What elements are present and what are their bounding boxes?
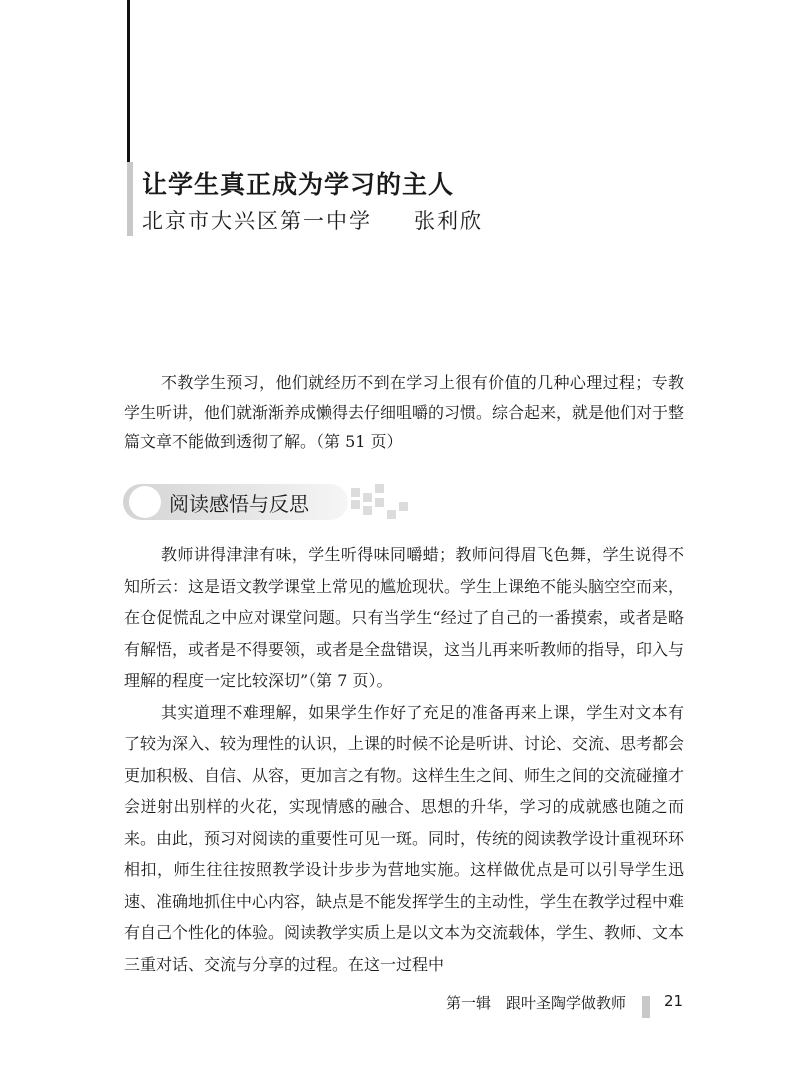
paragraph: 教师讲得津津有味，学生听得味同嚼蜡；教师问得眉飞色舞，学生说得不知所云：这是语文教学课堂上常见的尴尬现状。学生上课绝不能头脑空空而来，在仓促慌乱之中应对课堂问题。只有当学生“经过了自己的一番摸索，或者是略有解悟，或者是不得要领，或者是全盘错误，这当儿再来听教师的指导，印入与理解的程度一定比较深切”（第 7 页）。: [124, 545, 685, 690]
section-heading-circle-icon: [129, 486, 161, 518]
article-title: 让学生真正成为学习的主人: [142, 170, 455, 199]
paragraph: 其实道理不难理解，如果学生作好了充足的准备再来上课，学生对文本有了较为深入、较为理性的认识，上课的时候不论是听讲、讨论、交流、思考都会更加积极、自信、从容，更加言之有物。这样生生之间、师生之间的交流碰撞才会迸射出别样的火花，实现情感的融合、思想的升华，学习的成就感也随之而来。由此，预习对阅读的重要性可见一斑。同时，传统的阅读教学设计重视环环相扣，师生往往按照教学设计步步为营地实施。这样做优点是可以引导学生迅速、准确地抓住中心内容，缺点是不能发挥学生的主动性，学生在教学过程中难有自己个性化的体验。阅读教学实质上是以文本为交流载体，学生、教师、文本三重对话、交流与分享的过程。在这一过程中: [124, 702, 685, 974]
header-vertical-rule: [127, 0, 130, 162]
epigraph-quote: 不教学生预习，他们就经历不到在学习上很有价值的几种心理过程；专教学生听讲，他们就渐渐养成懒得去仔细咀嚼的习惯。综合起来，就是他们对于整篇文章不能做到透彻了解。（第 51 页）: [124, 373, 685, 451]
author-school: 北京市大兴区第一中学: [142, 209, 372, 233]
decor-square: [399, 502, 408, 511]
article-byline: [142, 205, 483, 235]
section-heading: 阅读感悟与反思: [169, 492, 309, 516]
section-heading-banner: [123, 484, 413, 520]
footer-chapter-title: 第一辑 跟叶圣陶学做教师: [446, 994, 627, 1012]
page-number: 21: [664, 992, 684, 1010]
title-accent-bar: [127, 162, 133, 236]
author-name: 张利欣: [414, 209, 483, 233]
decor-square: [375, 498, 384, 507]
decor-square: [351, 500, 360, 509]
body-text: [124, 539, 684, 980]
page-footer: [446, 992, 684, 1013]
decor-square: [363, 506, 372, 515]
decor-square: [375, 484, 384, 493]
decor-square: [351, 488, 360, 497]
footer-separator-bar: [642, 996, 650, 1018]
decor-square: [387, 510, 396, 519]
decor-square: [363, 493, 372, 502]
